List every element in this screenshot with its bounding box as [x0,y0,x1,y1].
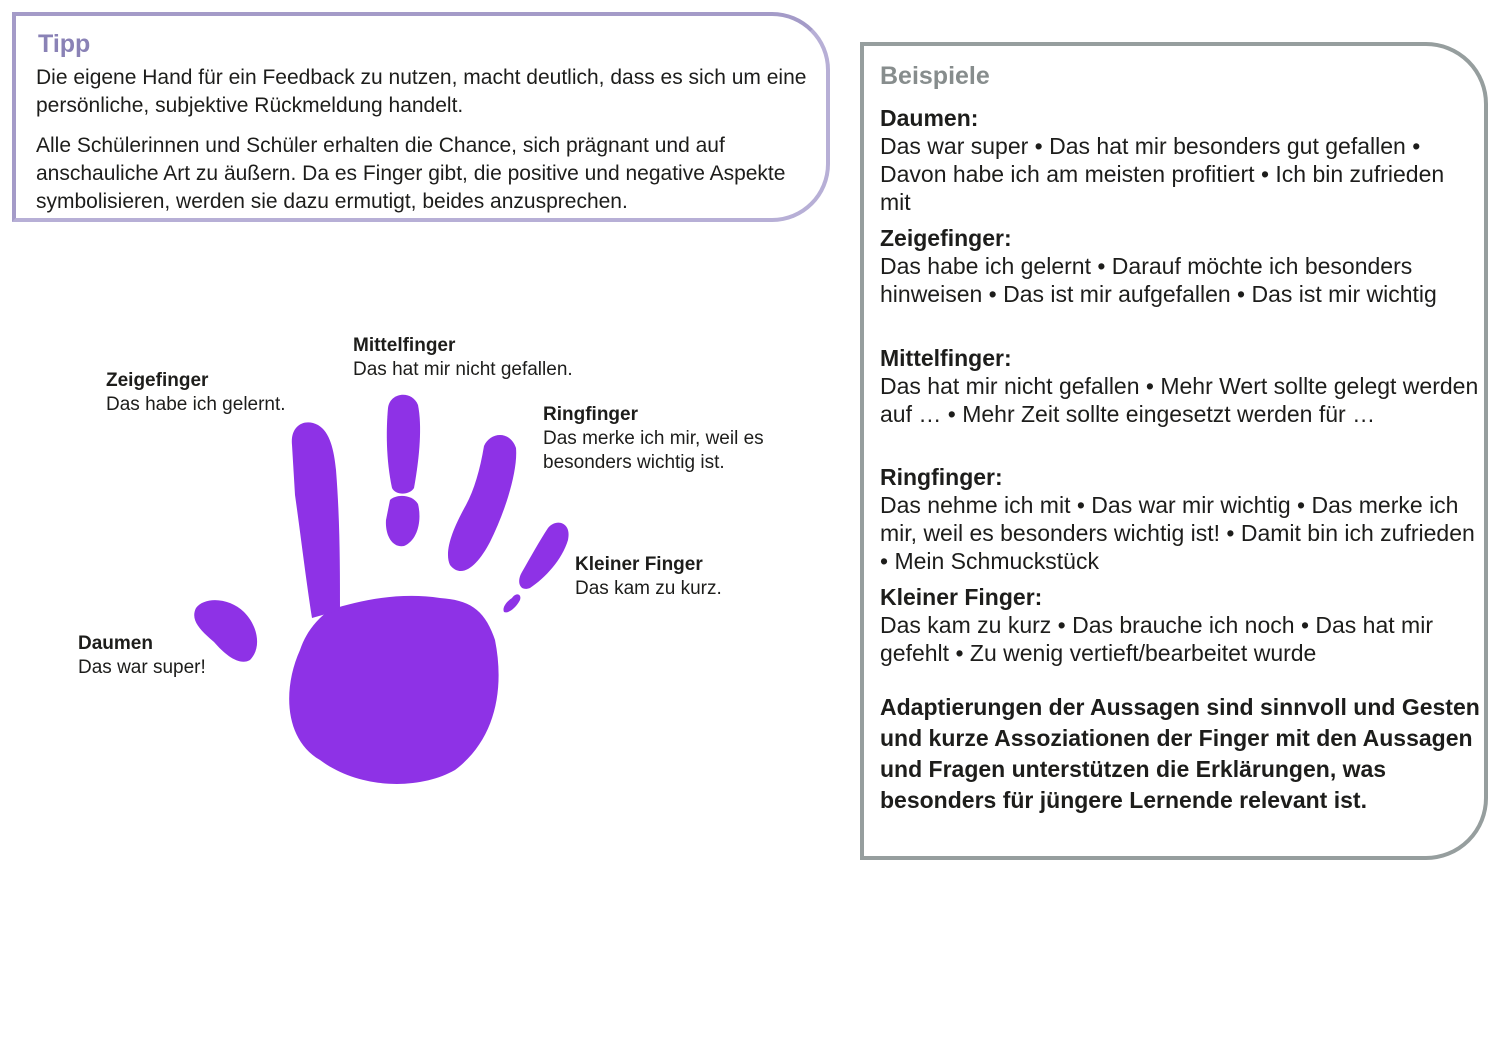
beispiel-daumen [880,104,1480,216]
tipp-title: Tipp [38,30,91,58]
beispiele-note: Adaptierungen der Aussagen sind sinnvoll und Gesten und kurze Assoziationen der Finger mit den Aussagen und Fragen unterstützen die Erklärungen, was besonders für jüngere Lernende relevant ist. [880,694,1480,813]
beispiel-zeigefinger [880,224,1480,308]
hand-index-finger [292,422,340,618]
hand-little-finger [519,523,568,589]
hand-middle-finger-upper [387,395,420,494]
tipp-box [12,12,830,222]
beispiel-heading: Daumen: [880,105,979,131]
label-daumen-name: Daumen [78,633,153,654]
tipp-paragraph-1: Die eigene Hand für ein Feedback zu nutzen, macht deutlich, dass es sich um eine persönliche, subjektive Rückmeldung handelt. [36,66,807,117]
label-kleiner-finger [575,553,722,601]
beispiel-mittelfinger [880,344,1480,428]
label-kleiner-finger-name: Kleiner Finger [575,554,703,575]
hand-little-finger-tip [503,594,520,612]
label-mittelfinger [353,334,573,382]
beispiel-text: Das war super • Das hat mir besonders gut gefallen • Davon habe ich am meisten profitiert • Ich bin zufrieden mit [880,133,1445,215]
beispiel-text: Das nehme ich mit • Das war mir wichtig • Das merke ich mir, weil es besonders wichtig ist! • Damit bin ich zufrieden • Mein Schmuckstück [880,492,1475,574]
beispiele-box [860,42,1488,860]
beispiel-text: Das hat mir nicht gefallen • Mehr Wert sollte gelegt werden auf … • Mehr Zeit sollte eingesetzt werden für … [880,373,1479,427]
label-zeigefinger-desc: Das habe ich gelernt. [106,394,286,415]
beispiel-heading: Ringfinger: [880,464,1003,490]
beispiel-heading: Mittelfinger: [880,345,1012,371]
beispiele-title: Beispiele [880,62,990,90]
beispiel-ringfinger [880,463,1480,575]
hand-palm [289,596,498,784]
label-kleiner-finger-desc: Das kam zu kurz. [575,578,722,599]
hand-illustration [170,380,590,800]
label-daumen-desc: Das war super! [78,657,206,678]
label-mittelfinger-desc: Das hat mir nicht gefallen. [353,359,573,380]
label-ringfinger-name: Ringfinger [543,404,638,425]
beispiel-text: Das habe ich gelernt • Darauf möchte ich besonders hinweisen • Das ist mir aufgefallen • Das ist mir wichtig [880,253,1437,307]
beispiel-heading: Zeigefinger: [880,225,1012,251]
label-ringfinger-desc: Das merke ich mir, weil es besonders wichtig ist. [543,428,764,473]
beispiel-text: Das kam zu kurz • Das brauche ich noch • Das hat mir gefehlt • Zu wenig vertieft/bearbeitet wurde [880,612,1433,666]
label-ringfinger [543,403,783,475]
label-daumen [78,632,206,680]
beispiel-kleiner-finger [880,583,1480,667]
label-zeigefinger-name: Zeigefinger [106,370,209,391]
label-zeigefinger [106,369,286,417]
tipp-paragraph-2: Alle Schülerinnen und Schüler erhalten die Chance, sich prägnant und auf anschauliche Art zu äußern. Da es Finger gibt, die positive und negative Aspekte symbolisieren, werden sie dazu ermutigt, beides anzusprechen. [36,134,786,213]
hand-ring-finger [448,435,516,571]
label-mittelfinger-name: Mittelfinger [353,335,456,356]
beispiel-heading: Kleiner Finger: [880,584,1043,610]
hand-middle-finger-lower [386,496,420,546]
